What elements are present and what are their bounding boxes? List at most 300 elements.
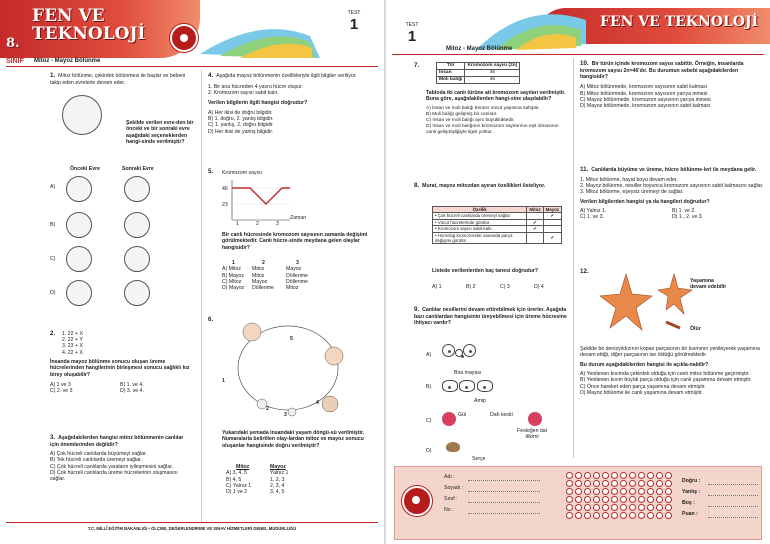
feature-table [432,206,562,244]
series-line [232,188,290,204]
table-row [437,76,520,83]
option-c[interactable]: C) Çok hücreli canlılarda yaraların iyileşmesini sağlar. [50,463,174,470]
option-b[interactable]: B) Mayoz [222,272,244,279]
answer-bubble[interactable] [665,488,672,495]
option-b[interactable]: B) 1. doğru, 2. yanlış bilgidir. [208,115,274,122]
chart-xlabel: Zaman [290,215,307,221]
option-b[interactable]: B) 4, 5 [226,476,242,483]
answer-bubble[interactable] [665,504,672,511]
amoeba-icon [477,380,493,392]
question-stem: Verilen bilgilerin ilgili hangisi doğrudur? [208,100,308,107]
question-11 [580,166,764,221]
col-header: 3 [296,260,299,266]
table-cell: Mayoz [252,279,268,286]
question-stem: Canlılar nesillerini devam ettirebilmek için ürerler. Aşağıda bazı canlılardan hangisinin üreyebilmesi için üreme hücresine ihtiyacı vardır? [414,307,567,326]
option-b[interactable]: B) [426,384,432,390]
grade-sub: SINIF [6,58,24,65]
name-field[interactable] [468,475,540,481]
option-b[interactable]: B) Moli balığı gelişmiş bir canlıdır. [426,111,498,117]
field-label: Sınıf : [444,496,458,503]
option-b[interactable]: B) 1. ve 4. [120,381,144,388]
col-header: Kromozom sayısı (2n) [465,63,520,70]
baby-figure [322,396,338,412]
label-dies: Ölür [690,326,701,332]
question-number: 2. [50,330,56,337]
check-cell: ✔ [543,213,561,219]
test-label: TEST [405,22,419,28]
cell-c2 [124,246,150,272]
option-c[interactable]: C) Önce hareket eden parça yaşamına devam etmiştir. [580,383,706,390]
check-cell [527,232,543,244]
answer-bubble[interactable] [584,472,591,479]
table-cell: 1, 2, 3 [270,476,285,483]
answer-bubble[interactable] [647,496,654,503]
question-number: 11. [580,166,589,173]
option-a[interactable]: A) 1 [432,284,442,290]
option-d[interactable]: D) Mayoz bölünme ile canlı yaşamına devam etmiştir. [580,390,703,397]
yeast-bud-icon [455,349,463,357]
person-figure [325,347,343,365]
segment-label: 1 [236,221,239,227]
option-c[interactable]: C) 2. ve 3 [50,388,73,395]
sparrow-icon [446,442,460,452]
answer-bubble[interactable] [629,512,636,519]
option-c[interactable]: C) 1. ve 3. [580,214,604,221]
col-header: 1 [232,260,235,266]
answer-bubble[interactable] [656,496,663,503]
answer-bubble[interactable] [620,472,627,479]
table-cell: • Vücut hücrelerinde görülür. [433,219,527,225]
answer-bubble[interactable] [602,480,609,487]
answer-bubble[interactable] [638,512,645,519]
answer-bubble[interactable] [602,512,609,519]
question-8-stem: Listede verilenlerden kaç tanesi doğrudur? [432,268,539,274]
amoeba-image [442,380,493,394]
answer-bubble[interactable] [584,512,591,519]
answer-bubble[interactable] [629,488,636,495]
table-cell: İnsan [437,69,465,76]
question-8-options [432,284,568,290]
answer-bubble[interactable] [620,512,627,519]
question-10 [580,60,764,110]
question-stem: Murat, mayoz mitozdan ayıran özellikleri listeliyor. [422,183,546,189]
answer-bubble[interactable] [611,472,618,479]
y-tick-46: 46 [222,186,228,192]
answer-bubble[interactable] [620,488,627,495]
option-b[interactable]: B) Mitoz bölünmede, kromozom sayısının yarıya inmesi [580,90,708,97]
answer-bubble[interactable] [647,504,654,511]
answer-bubble[interactable] [602,496,609,503]
test-number: 1 [407,28,417,46]
brand-line1: FEN VE [32,6,105,26]
answer-bubble[interactable] [638,496,645,503]
column-next: Sonraki Evre [122,166,154,172]
life-cycle-diagram [222,316,362,420]
table-cell: Moli balığı [437,76,465,83]
option-c[interactable]: C) Yalnız 1 [226,483,252,490]
answer-bubbles[interactable] [566,472,673,519]
answer-bubble[interactable] [620,480,627,487]
header-swoosh [476,0,596,52]
score-label: Puan : [682,511,698,518]
question-number: 12. [580,268,589,275]
person-figure [243,323,261,341]
answer-bubble[interactable] [566,480,573,487]
answer-bubble[interactable] [593,472,600,479]
table-cell: 46 [465,76,520,83]
question-intro: Aşağıda mayoz bölünmenin özellikleriyle ilgili bilgiler veriliyor. [216,73,357,79]
col-header: Mitoz [236,464,250,470]
starfish-fragment-icon [666,322,680,328]
option-d[interactable]: D) Her ikisi de yanlış bilgidir. [208,128,274,135]
option-a[interactable]: A) [426,352,432,358]
answer-bubble[interactable] [566,472,573,479]
field-label: Adı : [444,474,455,481]
option-d[interactable]: D) 1 ve 2 [226,489,248,496]
amoeba-icon [442,380,458,392]
col-header: Tür [437,63,465,70]
question-prompt: Verilen bilgilerden hangisi ya da hangileri doğrudur? [580,198,710,205]
cell-d1 [66,280,92,306]
option-c[interactable]: C) Mayoz bölünmede, kromozom sayısının yarıya inmesi [580,96,711,103]
footer-text: T.C. MİLLÎ EĞİTİM BAKANLIĞI • ÖLÇME, DEĞERLENDİRME VE SINAV HİZMETLERİ GENEL MÜDÜRLÜĞÜ [87,526,297,531]
option-d[interactable]: D) Çok hücreli canlılarda üreme hücrelerinin oluşmasını sağlar. [50,469,178,483]
chart-ylabel: Kromozom sayısı [222,170,263,176]
wrong-field[interactable] [708,490,758,496]
option-b[interactable]: B) [50,222,56,228]
table-cell: • Homolog kromozomlar arasında parça değişimi görülür. [433,232,527,244]
list-item: 1. Bir ana hücreden 4 yavru hücre oluşur. [208,83,303,90]
starfish-icon [658,274,692,314]
answer-bubble[interactable] [638,488,645,495]
table-cell: Döllenme [286,279,308,286]
divider [6,66,378,67]
answer-bubble[interactable] [584,488,591,495]
option-a[interactable]: A) Her ikisi de doğru bilgidir. [208,109,273,116]
grade: 8. [6,36,20,51]
col-header: Özellik [433,207,527,213]
test-box [342,10,366,34]
answer-bubble[interactable] [638,472,645,479]
option-d[interactable]: D) İnsan ve moli balığının kromozom sayılarının eşit olmasının canlı gelişmişliğiyle ilgisi yoktur. [426,123,559,135]
surname-field[interactable] [468,486,540,492]
answer-bubble[interactable] [593,512,600,519]
answer-bubble[interactable] [656,480,663,487]
answer-bubble[interactable] [656,512,663,519]
table-cell: • Çok hücreli canlılarda üremeyi sağlar. [433,213,527,219]
answer-bubble[interactable] [593,488,600,495]
question-number: 10. [580,60,589,67]
option-a[interactable]: A) Yalnız 1. [580,207,607,214]
question-3 [50,434,192,483]
header-swoosh [200,6,350,60]
table-cell: • Kromozom sayısı sabit kalır. [433,226,527,232]
question-prompt: Bu durum aşağıdakilerden hangisi ile açıkla-nabilir? [580,361,709,368]
option-a[interactable]: A) [50,184,56,190]
table-cell: Döllenme [286,272,308,279]
question-number: 4. [208,72,214,79]
question-5-options [222,260,342,292]
option-d[interactable]: D) 1., 2. ve 3. [672,214,704,221]
list-item: 3. 23 + X [62,343,83,350]
answer-bubble[interactable] [611,488,618,495]
answer-bubble[interactable] [611,480,618,487]
answer-bubble[interactable] [629,472,636,479]
answer-bubble[interactable] [575,512,582,519]
question-5-number [208,168,216,176]
option-c[interactable]: C) Mitoz [222,279,242,286]
answer-bubble[interactable] [638,504,645,511]
answer-bubble[interactable] [602,488,609,495]
option-d[interactable]: D) [50,290,56,296]
option-c[interactable]: C) 1. yanlış, 2. doğru bilgidir. [208,122,274,129]
col-header: Mayoz [543,207,561,213]
cell-figure [288,408,296,416]
score-fields [682,476,758,520]
subject-title: Mitoz - Mayoz Bölünme [34,58,101,64]
col-header: Mayoz [270,464,286,470]
col-header: 2 [262,260,265,266]
answer-bubble[interactable] [602,472,609,479]
cycle-num: 5 [290,336,293,342]
answer-bubble[interactable] [656,488,663,495]
table-cell: 46 [465,69,520,76]
table-cell: Mayoz [286,266,302,273]
answer-bubble[interactable] [575,504,582,511]
question-6-options [226,464,310,496]
table-cell: 3, 4, 5 [270,489,285,496]
cycle-num: 1 [222,378,225,384]
option-a[interactable]: A) Yenilenen kısımda çekirdek olduğu için canlı mitoz bölünme geçirmiştir. [580,371,750,378]
table-cell: 2, 3, 4 [270,483,285,490]
question-stem: İnsanda mayoz bölünme sonucu oluşan üreme hücrelerinden hangilerinin birleşmesi sonucu sağlıklı kız birey oluşabilir? [50,358,190,378]
option-a[interactable]: A) İnsan ve moli balığı benzer vücut yapısına sahiptir. [426,105,540,111]
number-field[interactable] [468,508,540,514]
amoeba-icon [459,380,475,392]
segment-label: 2 [256,221,259,227]
rose-icon [442,412,456,426]
question-number: 8. [414,182,420,189]
option-c[interactable]: C) İnsan ve moli balığı aynı büyüklüktedir. [426,117,515,123]
question-12 [580,346,764,396]
left-page [0,0,384,544]
brand-line2: TEKNOLOJİ [32,24,146,44]
answer-bubble[interactable] [593,496,600,503]
answer-bubble[interactable] [620,504,627,511]
answer-bubble[interactable] [629,480,636,487]
label-cutting: Dah kesiti [490,412,513,418]
question-number: 6. [208,316,214,323]
label-basil: Fesleğen dal dikimi [517,428,547,441]
footer-divider [6,522,378,523]
question-1-stem: Şekilde verilen evre-den bir önceki ve bir sonraki evre aşağıdaki seçeneklerden hangi-sinde verilmiştir? [126,120,194,146]
list-item: 3. Mitoz bölünme, eşeysiz üremeyi de sağlar. [580,189,684,196]
starfish-image [596,268,696,340]
label-sparrow: Serçe [472,456,486,462]
option-b[interactable]: B) 1. ve 2. [672,207,696,214]
label-yeast: Bira mayası [454,370,482,376]
question-number: 1. [50,72,56,79]
answer-bubble[interactable] [665,496,672,503]
answer-bubble[interactable] [665,472,672,479]
question-text: Mitoz bölünme, çekirdek bölünmesi ile başlar ve bebeni takip eden evrelerle devam eder. [50,73,186,86]
question-6-number [208,316,216,324]
check-cell: ✔ [527,226,543,232]
y-tick-23: 23 [222,202,228,208]
column-divider [201,70,202,522]
option-b[interactable]: B) Yenilenen kısım büyük parça olduğu için canlı yaşamına devam etmiştir. [580,377,752,384]
cycle-num: 2 [266,406,269,412]
table-row [437,69,520,76]
score-field[interactable] [708,512,758,518]
answer-bubble[interactable] [566,488,573,495]
subject-title: Mitoz - Mayoz Bölünme [446,46,513,52]
answer-bubble[interactable] [575,480,582,487]
table-cell: Mitoz [252,266,265,273]
answer-bubble[interactable] [647,488,654,495]
question-7 [426,90,568,136]
question-7-number [414,62,422,70]
class-field[interactable] [468,497,540,503]
answer-bubble[interactable] [584,504,591,511]
answer-bubble[interactable] [575,496,582,503]
option-a[interactable]: A) Çok hücreli canlılarda büyümeyi sağlar. [50,450,147,457]
correct-field[interactable] [708,479,758,485]
brand-title: FEN VE TEKNOLOJİ [600,14,759,30]
question-8 [414,182,564,190]
option-d[interactable]: D) [426,448,432,454]
answer-bubble[interactable] [575,472,582,479]
logo-seal-icon [170,24,198,52]
yeast-image [442,344,476,359]
list-item: 1. Mitoz bölünme, hayat boyu devam eder. [580,176,678,183]
list-item: 2. 22 + Y [62,336,83,343]
chromosome-table [436,62,520,84]
answer-bubble[interactable] [629,496,636,503]
option-a[interactable]: A) 1 ve 3 [50,381,71,388]
divider [392,54,764,55]
check-cell: ✔ [543,232,561,244]
cell-b2 [124,212,150,238]
answer-bubble[interactable] [647,480,654,487]
blank-field[interactable] [708,501,758,507]
option-b[interactable]: B) 2 [466,284,476,290]
cell-diagram [62,95,102,135]
option-b[interactable]: B) Tek hücreli canlılarda üremeyi sağlar. [50,457,142,464]
question-stem: Aşağıdakilerden hangisi mitoz bölünmenin canlılar için önemlerinden değildir? [50,435,184,448]
answer-bubble[interactable] [611,504,618,511]
answer-bubble[interactable] [593,480,600,487]
option-d[interactable]: D) Mayoz [222,285,245,292]
field-label: Soyadı : [444,485,464,492]
table-cell: Mitoz [252,272,265,279]
table-cell: Mitoz [286,285,299,292]
test-label: TEST [347,10,361,16]
cell-c1 [66,246,92,272]
answer-bubble[interactable] [593,504,600,511]
answer-bubble[interactable] [665,512,672,519]
option-d[interactable]: D) 4 [534,284,544,290]
answer-bubble[interactable] [602,504,609,511]
option-c[interactable]: C) [50,256,56,262]
list-item: 2. Kromozom sayısı sabit kalır. [208,89,279,96]
answer-bubble[interactable] [629,504,636,511]
answer-bubble[interactable] [611,496,618,503]
answer-bubble[interactable] [647,512,654,519]
answer-bubble[interactable] [656,504,663,511]
answer-bubble[interactable] [566,496,573,503]
student-fields [444,472,540,516]
question-number: 3. [50,434,56,441]
field-label: No : [444,507,454,514]
score-label: Doğru : [682,478,701,485]
label-survives: Yaşamına devam edebilir [690,278,727,291]
cycle-num: 3 [284,412,287,418]
answer-bubble[interactable] [656,472,663,479]
answer-bubble[interactable] [584,496,591,503]
cycle-num: 4 [316,400,319,406]
answer-bubble[interactable] [647,472,654,479]
option-c[interactable]: C) [426,418,432,424]
label-rose: Gül [458,412,467,418]
table-cell: Yalnız 1 [270,470,289,477]
answer-bubble[interactable] [665,480,672,487]
table-row [433,232,562,244]
question-5-stem: Bir canlı hücresinde kromozom sayısının zamanla değişimi görülmektedir. Canlı hücre-sinde meydana gelen olaylar hangisidir? [222,232,368,251]
question-1 [50,72,192,86]
question-number: 9. [414,306,420,313]
answer-bubble[interactable] [566,504,573,511]
answer-bubble[interactable] [575,488,582,495]
question-12-number [580,268,592,276]
question-number: 5. [208,168,214,175]
question-2 [50,330,190,395]
answer-bubble[interactable] [620,496,627,503]
answer-bubble[interactable] [611,512,618,519]
cell-d2 [124,280,150,306]
list-item: 1. 22 + X [62,330,83,337]
question-number: 7. [414,62,420,69]
option-a[interactable]: A) Mitoz bölünmede, kromozom sayısının sabit kalması [580,84,708,91]
answer-bubble[interactable] [584,480,591,487]
test-box [400,22,424,46]
yeast-cell-icon [442,344,455,357]
option-c[interactable]: C) 3 [500,284,510,290]
question-stem: Şekilde bir denizyıldızının kopan parçasının bir kısmının yenileyerek yaşamına devam ettiği, diğer parçasının ise öldüğü görülmektedir. [580,346,760,359]
table-cell: Döllenme [252,285,274,292]
segment-label: 3 [276,221,279,227]
form-seal-icon [402,486,432,516]
question-4 [208,72,368,135]
test-number: 1 [349,16,359,34]
cell-a2 [124,176,150,202]
score-label: Yanlış : [682,489,701,496]
question-9 [414,306,568,326]
rose-icon [528,412,542,426]
answer-bubble[interactable] [638,480,645,487]
question-stem: Canlılarda büyüme ve üreme, hücre bölünme-leri ile meydana gelir. [591,167,757,173]
col-header: Mitoz [527,207,543,213]
cell-a1 [66,176,92,202]
option-a[interactable]: A) Mitoz [222,266,242,273]
option-a[interactable]: A) 3, 4, 5 [226,470,248,477]
right-page [386,0,770,544]
option-d[interactable]: D) 3. ve 4. [120,388,144,395]
option-d[interactable]: D) Mayoz bölünmede, kromozom sayısının sabit kalması [580,103,711,110]
question-stem: Bir türün içinde kromozom sayısı sabittir. Örneğin, insanlarda kromozom sayısı 2n=46'dır. Bu durumun sebebi aşağıdakilerden hangisidir? [580,61,744,80]
answer-bubble[interactable] [566,512,573,519]
list-item: 4. 22 + X [62,349,83,356]
